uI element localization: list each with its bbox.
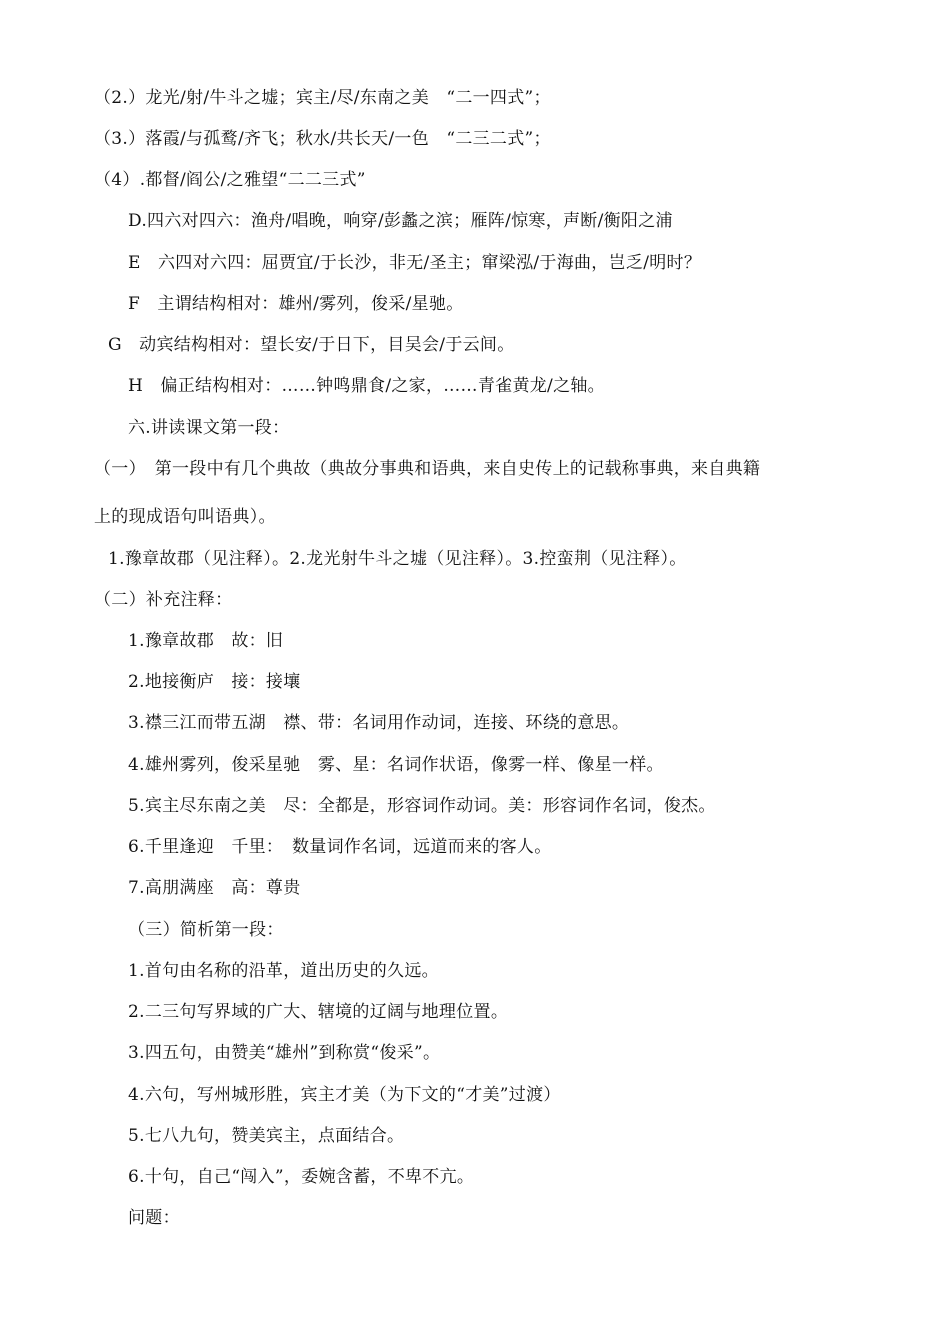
text-line: 5.宾主尽东南之美 尽：全都是，形容词作动词。美：形容词作名词，俊杰。 <box>128 796 716 816</box>
text-line: （4）.都督/阎公/之雅望“二二三式” <box>94 170 366 190</box>
section-heading: （二）补充注释： <box>94 590 233 610</box>
text-line: D.四六对四六：渔舟/唱晚，响穿/彭蠡之滨；雁阵/惊寒，声断/衡阳之浦 <box>128 211 673 231</box>
section-heading: （三）简析第一段： <box>128 920 284 940</box>
text-line: 1.豫章故郡 故：旧 <box>128 631 284 651</box>
text-line: 2.地接衡庐 接：接壤 <box>128 672 301 692</box>
text-line: 问题： <box>128 1208 180 1228</box>
text-line: （一） 第一段中有几个典故（典故分事典和语典，来自史传上的记载称事典，来自典籍 <box>94 459 761 479</box>
text-line: 4.六句，写州城形胜，宾主才美（为下文的“才美”过渡） <box>128 1085 561 1105</box>
text-line: F 主谓结构相对：雄州/雾列，俊采/星驰。 <box>128 294 464 314</box>
text-line: 1.首句由名称的沿革，道出历史的久远。 <box>128 961 439 981</box>
text-line: 6.千里逢迎 千里： 数量词作名词，远道而来的客人。 <box>128 837 552 857</box>
section-heading: 六.讲读课文第一段： <box>128 418 290 438</box>
text-line: （3.）落霞/与孤鹜/齐飞；秋水/共长天/一色 “二三二式”； <box>94 129 551 149</box>
text-line: 5.七八九句，赞美宾主，点面结合。 <box>128 1126 405 1146</box>
text-line: 上的现成语句叫语典）。 <box>94 507 276 527</box>
text-line: H 偏正结构相对：……钟鸣鼎食/之家，……青雀黄龙/之轴。 <box>128 376 605 396</box>
text-line: E 六四对六四：屈贾宜/于长沙，非无/圣主；窜梁泓/于海曲，岂乏/明时？ <box>128 253 702 273</box>
text-line: G 动宾结构相对：望长安/于日下，目吴会/于云间。 <box>108 335 515 355</box>
text-line: 7.高朋满座 高：尊贵 <box>128 878 301 898</box>
text-line: 3.四五句，由赞美“雄州”到称赏“俊采”。 <box>128 1043 441 1063</box>
text-line: 3.襟三江而带五湖 襟、带：名词用作动词，连接、环绕的意思。 <box>128 713 630 733</box>
text-line: 1.豫章故郡（见注释）。2.龙光射牛斗之墟（见注释）。3.控蛮荆（见注释）。 <box>108 549 687 569</box>
text-line: 4.雄州雾列，俊采星驰 雾、星：名词作状语，像雾一样、像星一样。 <box>128 755 664 775</box>
text-line: （2.）龙光/射/牛斗之墟；宾主/尽/东南之美 “二一四式”； <box>94 88 551 108</box>
text-line: 2.二三句写界域的广大、辖境的辽阔与地理位置。 <box>128 1002 509 1022</box>
text-line: 6.十句，自己“闯入”，委婉含蓄，不卑不亢。 <box>128 1167 475 1187</box>
